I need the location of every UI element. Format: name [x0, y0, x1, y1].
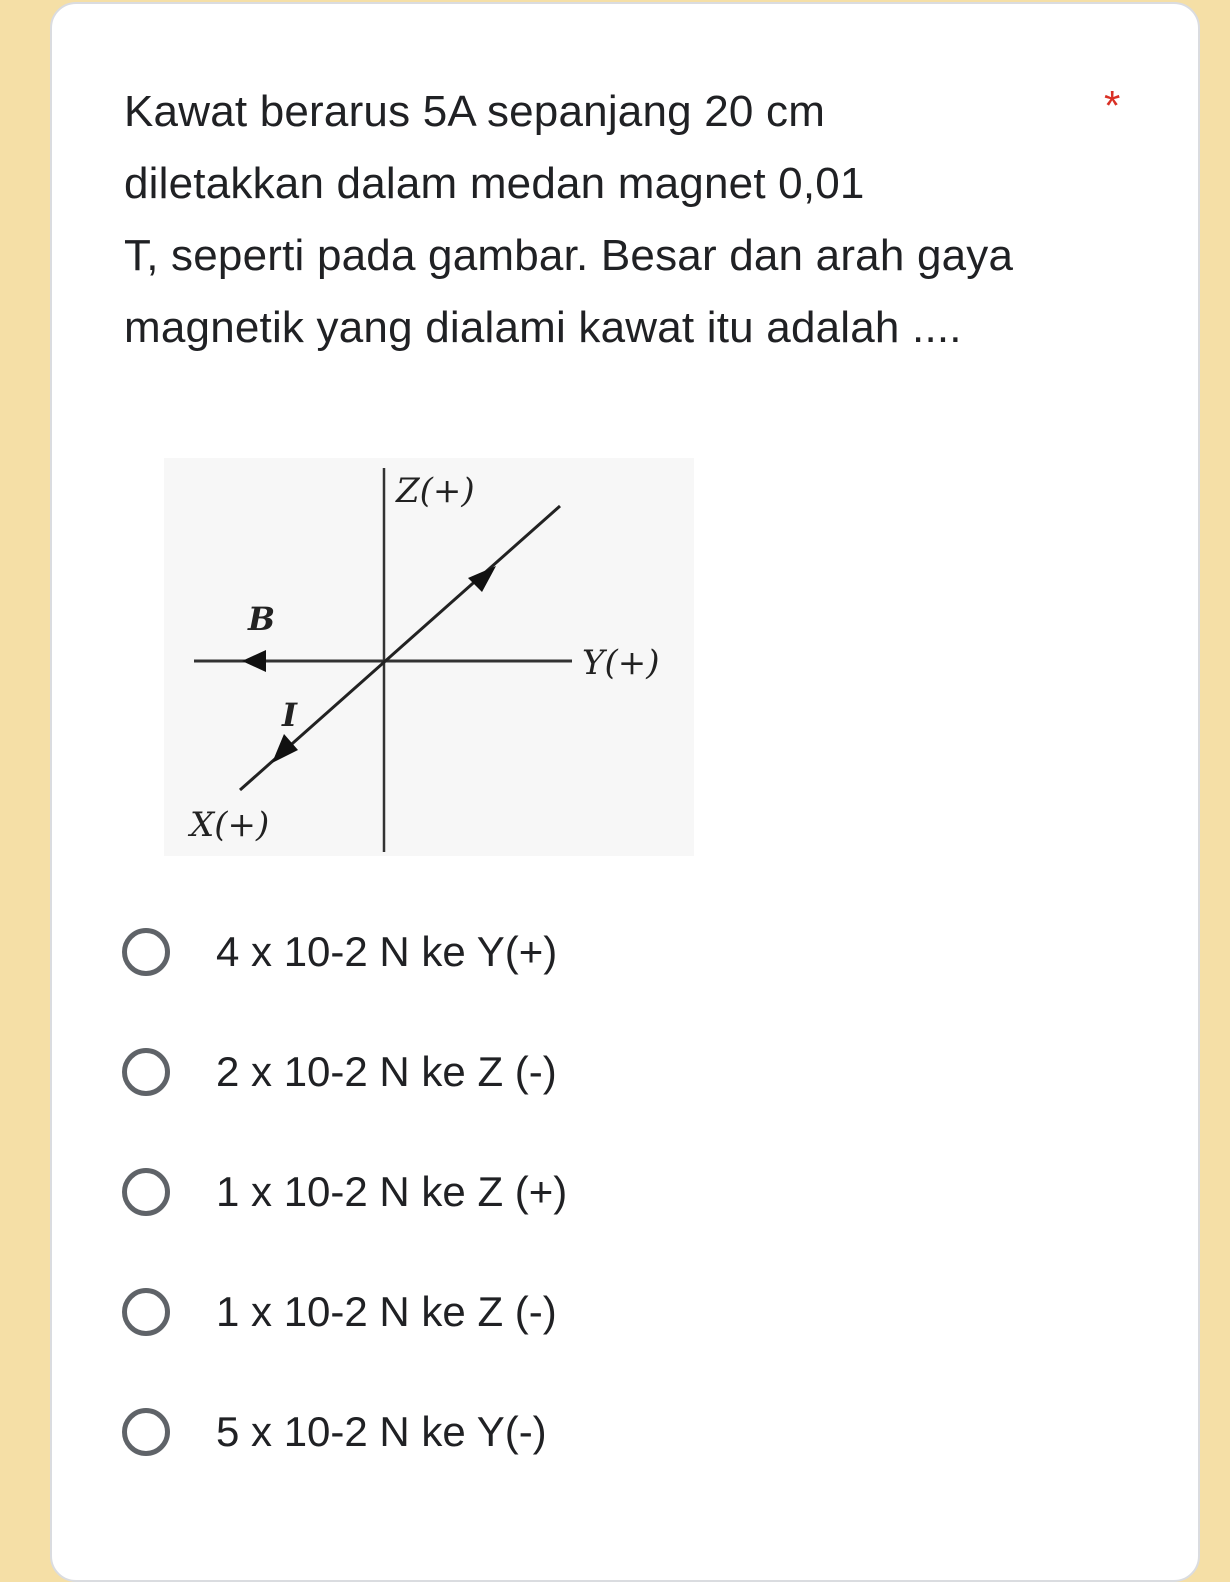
option-label: 1 x 10-2 N ke Z (-)	[216, 1288, 557, 1335]
radio-button[interactable]	[122, 1288, 170, 1336]
z-axis-label: Z(+)	[396, 471, 475, 511]
radio-button[interactable]	[122, 1168, 170, 1216]
magnetic-field-diagram	[164, 458, 694, 856]
option-3[interactable]	[122, 1132, 567, 1252]
radio-button[interactable]	[122, 1048, 170, 1096]
question-line: Kawat berarus 5A sepanjang 20 cm	[124, 87, 826, 136]
question-line: T, seperti pada gambar. Besar dan arah gaya	[124, 231, 1014, 280]
current-label: I	[282, 696, 297, 734]
required-asterisk: *	[1104, 82, 1121, 129]
radio-button[interactable]	[122, 1408, 170, 1456]
radio-button[interactable]	[122, 928, 170, 976]
answer-options	[122, 892, 567, 1492]
question-card	[50, 2, 1200, 1582]
current-arrow-down-icon	[272, 734, 298, 763]
question-line: diletakkan dalam medan magnet 0,01	[124, 159, 865, 208]
option-1[interactable]	[122, 892, 567, 1012]
option-4[interactable]	[122, 1252, 567, 1372]
b-arrow-icon	[242, 650, 266, 672]
y-axis-label: Y(+)	[582, 643, 660, 683]
current-arrow-up-icon	[468, 566, 496, 592]
option-label: 1 x 10-2 N ke Z (+)	[216, 1168, 568, 1215]
question-text	[124, 76, 1084, 364]
option-label: 4 x 10-2 N ke Y(+)	[216, 928, 558, 975]
x-axis-label: X(+)	[190, 805, 270, 845]
option-label: 5 x 10-2 N ke Y(-)	[216, 1408, 547, 1455]
field-label: B	[248, 600, 276, 638]
option-2[interactable]	[122, 1012, 567, 1132]
question-line: magnetik yang dialami kawat itu adalah ....	[124, 303, 962, 352]
option-5[interactable]	[122, 1372, 567, 1492]
option-label: 2 x 10-2 N ke Z (-)	[216, 1048, 557, 1095]
